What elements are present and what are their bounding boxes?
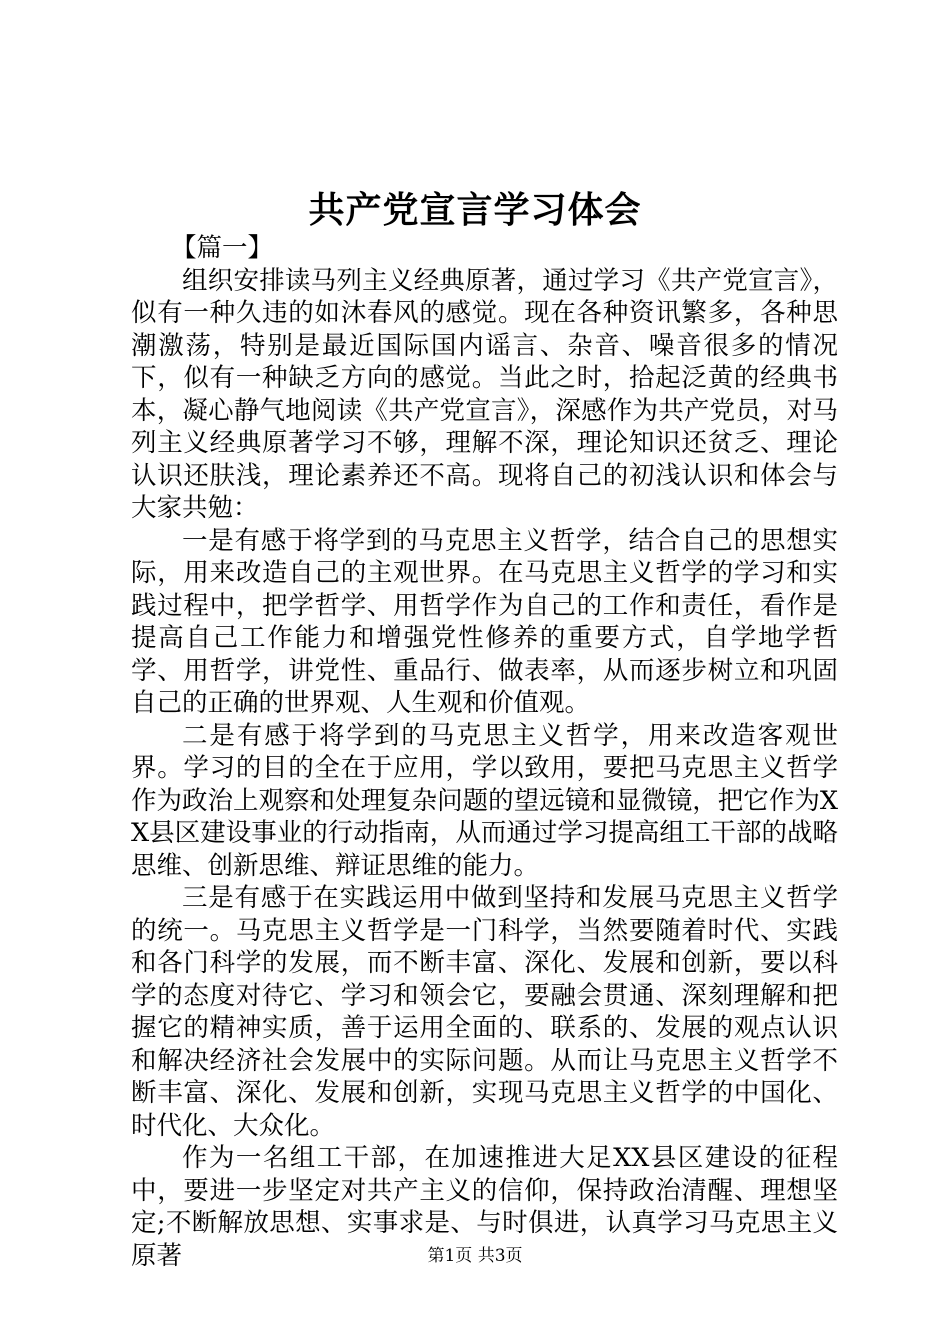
document-body bbox=[131, 232, 838, 1272]
page-footer: 第1页 共3页 bbox=[427, 1246, 523, 1266]
document-title: 共产党宣言学习体会 bbox=[308, 189, 642, 231]
paragraph-conclusion: 作为一名组工干部，在加速推进大足XX县区建设的征程中，要进一步坚定对共产主义的信仰，保持政治清醒、理想坚定;不断解放思想、实事求是、与时俱进，认真学习马克思主义原著 bbox=[131, 1143, 838, 1271]
paragraph-intro: 组织安排读马列主义经典原著，通过学习《共产党宣言》，似有一种久违的如沐春风的感觉。现在各种资讯繁多，各种思潮激荡，特别是最近国际国内谣言、杂音、噪音很多的情况下，似有一种缺乏方向的感觉。当此之时，拾起泛黄的经典书本，凝心静气地阅读《共产党宣言》，深感作为共产党员，对马列主义经典原著学习不够，理解不深，理论知识还贫乏、理论认识还肤浅，理论素养还不高。现将自己的初浅认识和体会与大家共勉： bbox=[131, 265, 838, 523]
section-label: 【篇一】 bbox=[171, 233, 274, 263]
paragraph-point-three: 三是有感于在实践运用中做到坚持和发展马克思主义哲学的统一。马克思主义哲学是一门科学，当然要随着时代、实践和各门科学的发展，而不断丰富、深化、发展和创新，要以科学的态度对待它、学习和领会它，要融会贯通、深刻理解和把握它的精神实质，善于运用全面的、联系的、发展的观点认识和解决经济社会发展中的实际问题。从而让马克思主义哲学不断丰富、深化、发展和创新，实现马克思主义哲学的中国化、时代化、大众化。 bbox=[131, 883, 838, 1141]
paragraph-point-one: 一是有感于将学到的马克思主义哲学，结合自己的思想实际，用来改造自己的主观世界。在马克思主义哲学的学习和实践过程中，把学哲学、用哲学作为自己的工作和责任，看作是提高自己工作能力和增强党性修养的重要方式，自学地学哲学、用哲学，讲党性、重品行、做表率，从而逐步树立和巩固自己的正确的世界观、人生观和价值观。 bbox=[131, 525, 838, 718]
paragraph-point-two: 二是有感于将学到的马克思主义哲学，用来改造客观世界。学习的目的全在于应用，学以致用，要把马克思主义哲学作为政治上观察和处理复杂问题的望远镜和显微镜，把它作为XX县区建设事业的行动指南，从而通过学习提高组工干部的战略思维、创新思维、辩证思维的能力。 bbox=[131, 720, 838, 881]
